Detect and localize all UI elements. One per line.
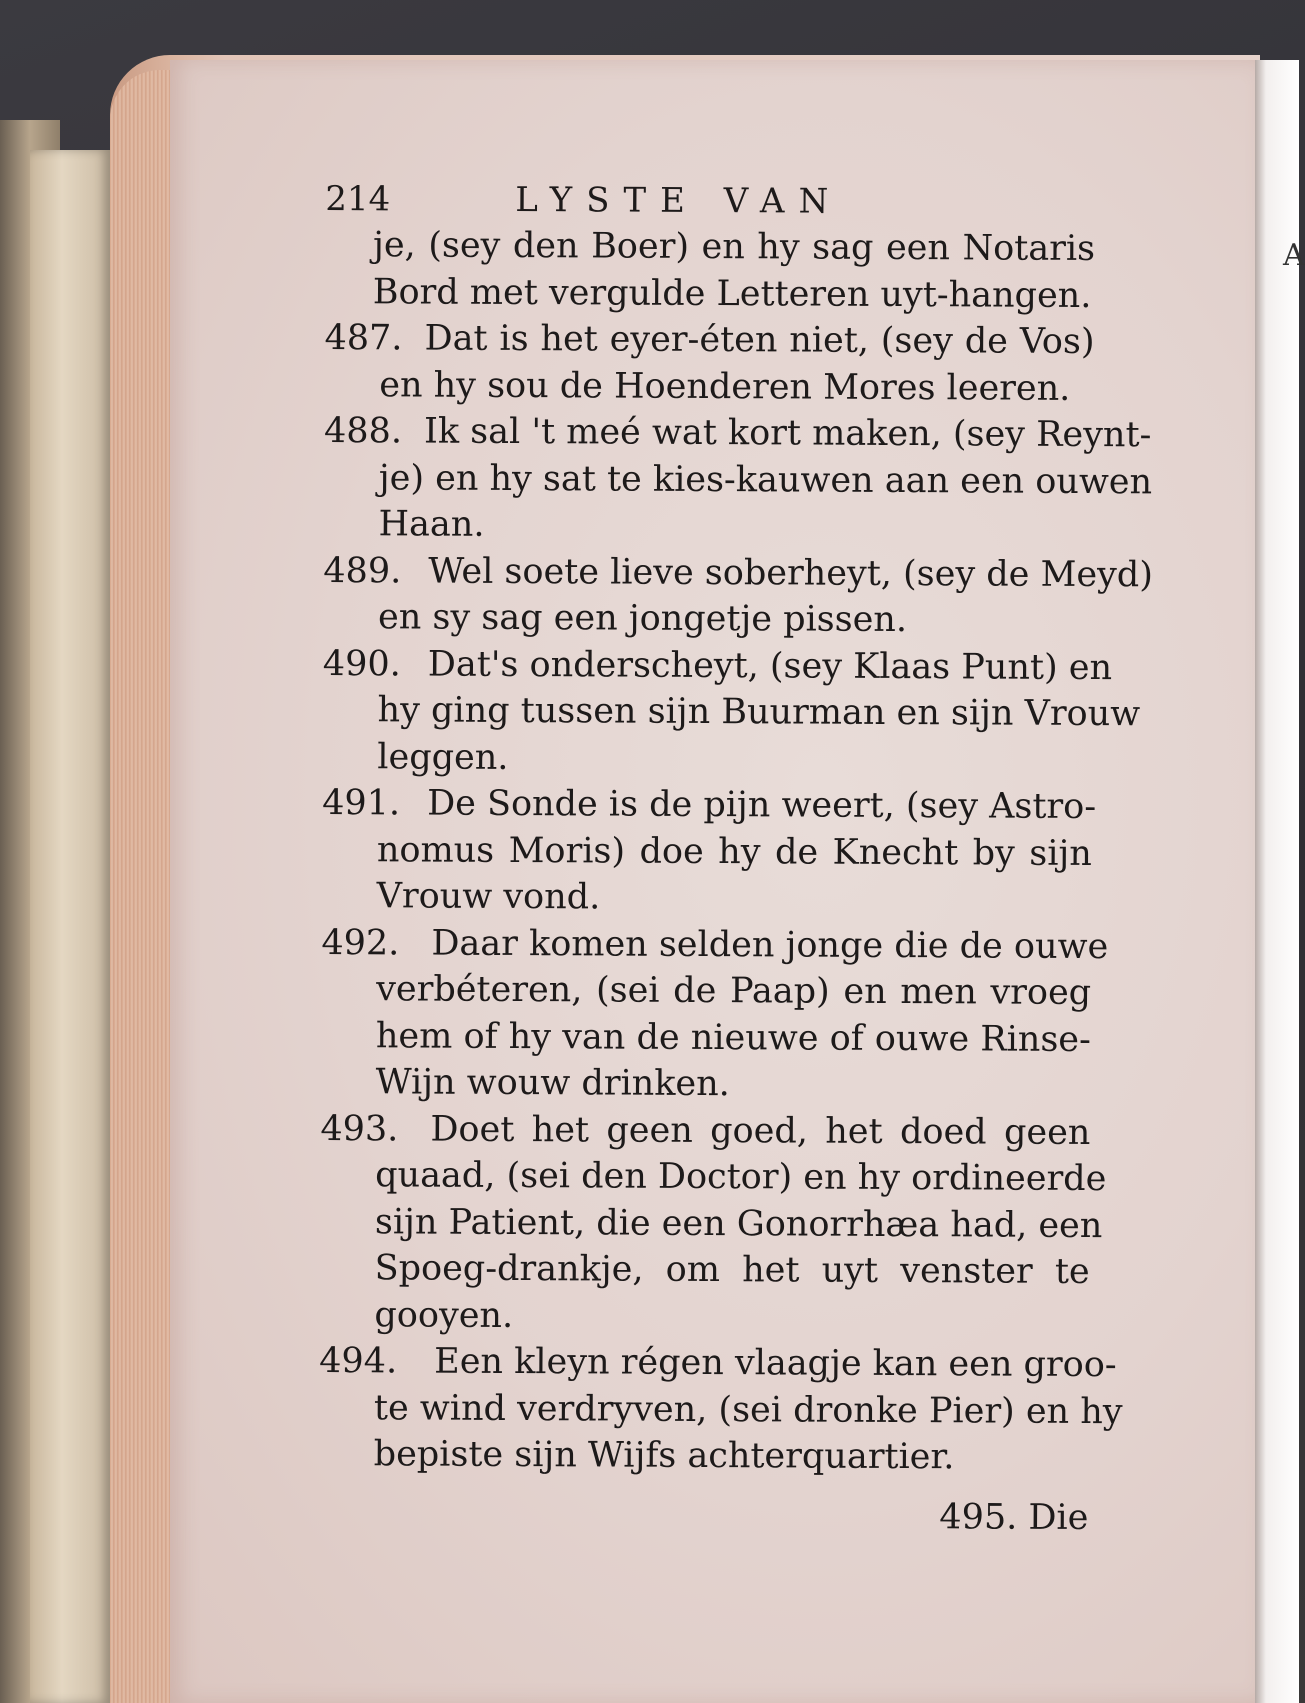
text-line: je, (sey den Boer) en hy sag een Notaris bbox=[372, 225, 1096, 270]
facing-page bbox=[1255, 60, 1305, 1703]
text-line: Haan. bbox=[378, 504, 485, 545]
text-line: Daar komen selden jonge die de ouwe bbox=[431, 923, 1109, 967]
text-line: bepiste sijn Wijfs achterquartier. bbox=[373, 1434, 955, 1478]
facing-page-letter: A bbox=[1283, 238, 1305, 273]
page-header bbox=[325, 176, 1095, 226]
text-line: quaad, (sei den Doctor) en hy ordineerde bbox=[375, 1155, 1107, 1200]
entry-number: 494. bbox=[319, 1340, 398, 1382]
page-text bbox=[319, 176, 1154, 1539]
text-line: Doet het geen goed, het doed geen bbox=[430, 1109, 1091, 1153]
proverb-entry bbox=[322, 640, 1141, 784]
text-line: Bord met vergulde Letteren uyt-hangen. bbox=[372, 271, 1092, 316]
text-line: en hy sou de Hoenderen Mores leeren. bbox=[379, 364, 1071, 409]
text-line: te wind verdryven, (sei dronke Pier) en hy bbox=[373, 1387, 1123, 1432]
text-line: sijn Patient, die een Gonorrhæa had, een bbox=[374, 1201, 1103, 1246]
text-line: en sy sag een jongetje pissen. bbox=[377, 597, 908, 641]
text-line: Vrouw vond. bbox=[376, 876, 601, 918]
text-line: Wel soete lieve soberheyt, (sey de Meyd) bbox=[428, 551, 1154, 595]
text-line: nomus Moris) doe hy de Knecht by sijn bbox=[376, 829, 1092, 874]
text-line: Spoeg-drankje, om het uyt venster te bbox=[374, 1248, 1090, 1293]
text-line: De Sonde is de pijn weert, (sey Astro- bbox=[427, 783, 1097, 828]
entry-number: 492. bbox=[321, 922, 400, 963]
entry-number: 489. bbox=[323, 550, 402, 591]
text-line: verbéteren, (sei de Paap) en men vroeg bbox=[376, 969, 1092, 1014]
text-line: je) en hy sat te kies-kauwen aan een ouwen bbox=[378, 457, 1153, 502]
proverb-entry bbox=[323, 408, 1153, 552]
book-spine bbox=[30, 150, 110, 1703]
entry-number: 488. bbox=[323, 410, 403, 452]
text-line: Ik sal 't meé wat kort maken, (sey Reynt- bbox=[423, 411, 1152, 456]
proverb-entry bbox=[319, 1338, 1123, 1539]
text-line: Wijn wouw drinken. bbox=[375, 1062, 730, 1105]
entry-number: 491. bbox=[322, 782, 401, 824]
continued-entry bbox=[325, 222, 1095, 319]
entry-number: 493. bbox=[320, 1108, 399, 1149]
proverb-entry bbox=[324, 315, 1094, 412]
proverb-entry bbox=[322, 780, 1097, 924]
proverb-entry bbox=[323, 547, 1154, 644]
text-line: leggen. bbox=[377, 736, 509, 778]
entry-number: 487. bbox=[324, 317, 403, 359]
text-line: Dat's onderscheyt, (sey Klaas Punt) en bbox=[427, 644, 1113, 688]
catchword: 495. Die bbox=[939, 1497, 1089, 1539]
text-line: Dat is het eyer-éten niet, (sey de Vos) bbox=[424, 318, 1095, 363]
text-line: hy ging tussen sijn Buurman en sijn Vrouw bbox=[377, 690, 1141, 735]
proverb-entry bbox=[321, 919, 1109, 1109]
proverb-entry bbox=[319, 1105, 1107, 1342]
running-head: LYSTE VAN bbox=[515, 179, 843, 222]
text-line: Een kleyn régen vlaagje kan een groo- bbox=[434, 1341, 1117, 1386]
entry-number: 490. bbox=[322, 643, 401, 684]
text-line: hem of hy van de nieuwe of ouwe Rinse- bbox=[375, 1015, 1092, 1060]
text-line: gooyen. bbox=[374, 1294, 514, 1336]
page-number: 214 bbox=[325, 178, 391, 220]
